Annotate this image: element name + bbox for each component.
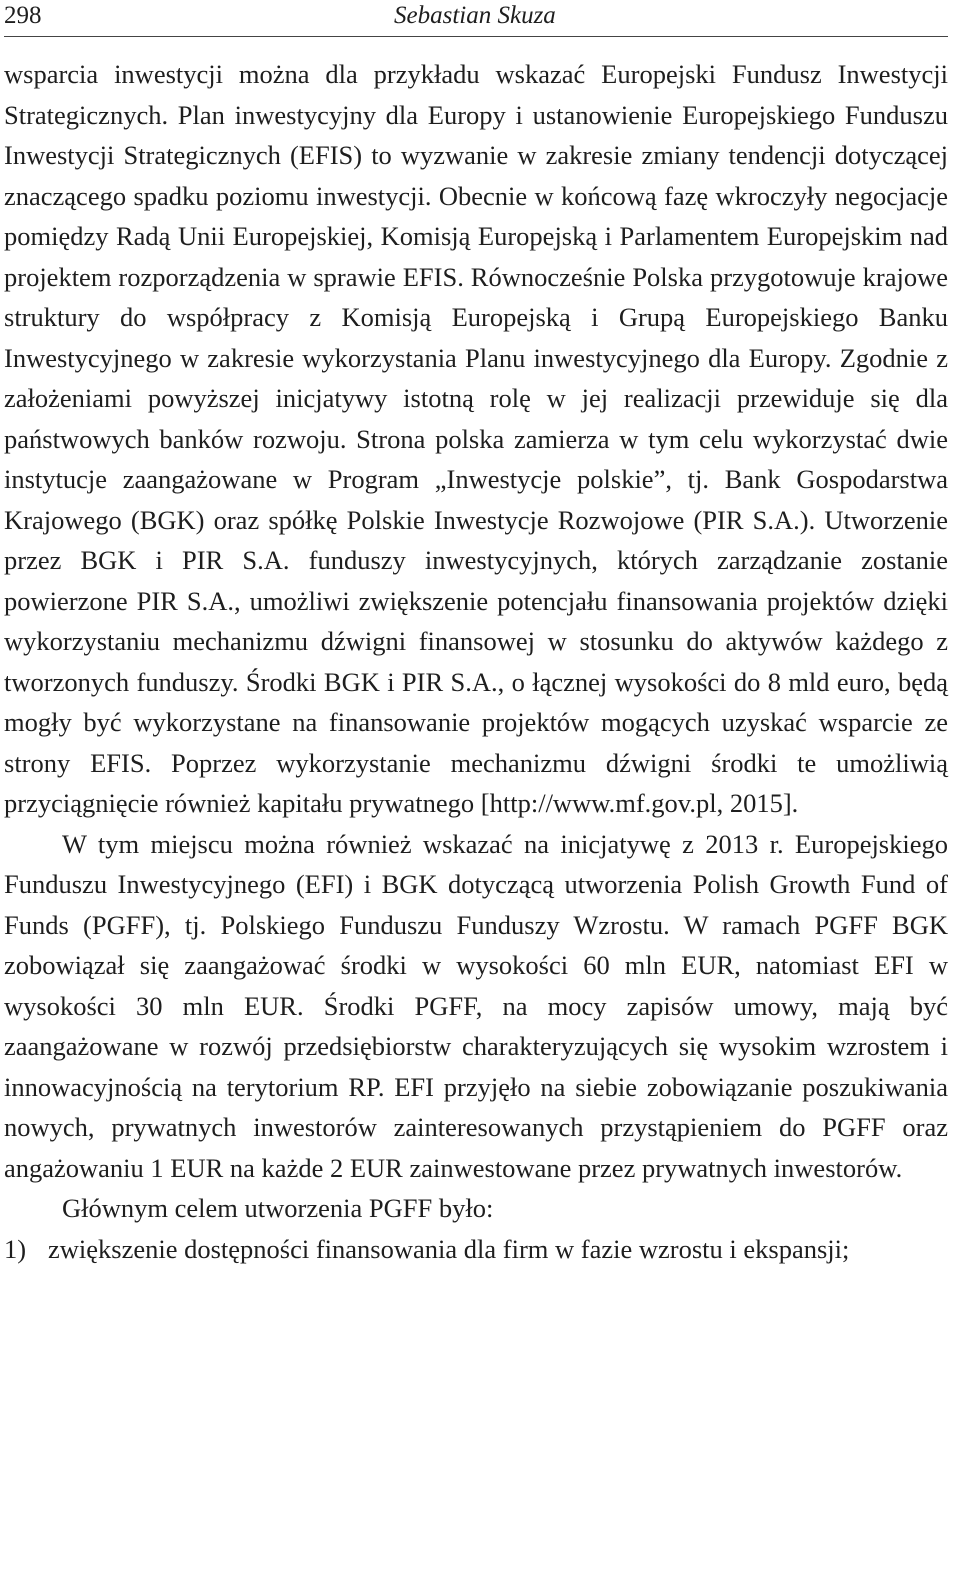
page-number: 298 [4,2,42,29]
numbered-list [4,1229,948,1270]
list-item [4,1229,948,1270]
list-item-marker: 1) [4,1233,27,1264]
list-item-text: zwiększenie dostępności finansowania dla firm w fazie wzrostu i ekspansji; [48,1233,850,1264]
running-head-author: Sebastian Skuza [394,2,556,29]
paragraph-3: Głównym celem utworzenia PGFF było: [62,1193,494,1223]
page-header [4,0,948,37]
paragraph-1: wsparcia inwestycji można dla przykładu wskazać Europejski Fundusz Inwestycji Strategicznych. Plan inwestycyjny dla Europy i ustanowienie Europejskiego Funduszu Inwestycji Strategicznych (EFIS) to wyzwanie w zakresie zmiany tendencji dotyczącej znaczącego spadku poziomu inwestycji. Obecnie w końcową fazę wkroczyły negocjacje pomiędzy Radą Unii Europejskiej, Komisją Europejską i Parlamentem Europejskim nad projektem rozporządzenia w sprawie EFIS. Równocześnie Polska przygotowuje krajowe struktury do współpracy z Komisją Europejską i Grupą Europejskiego Banku Inwestycyjnego w zakresie wykorzystania Planu inwestycyjnego dla Europy. Zgodnie z założeniami powyższej inicjatywy istotną rolę w jej realizacji przewiduje się dla państwowych banków rozwoju. Strona polska zamierza w tym celu wykorzystać dwie instytucje zaangażowane w Program „Inwestycje polskie”, tj. Bank Gospodarstwa Krajowego (BGK) oraz spółkę Polskie Inwestycje Rozwojowe (PIR S.A.). Utworzenie przez BGK i PIR S.A. funduszy inwestycyjnych, których zarządzanie zostanie powierzone PIR S.A., umożliwi zwiększenie potencjału finansowania projektów dzięki wykorzystaniu mechanizmu dźwigni finansowej w stosunku do aktywów każdego z tworzonych funduszy. Środki BGK i PIR S.A., o łącznej wysokości do 8 mld euro, będą mogły być wykorzystane na finansowanie projektów mogących uzyskać wsparcie ze strony EFIS. Poprzez wykorzystanie mechanizmu dźwigni środki te umożliwią przyciągnięcie również kapitału prywatnego [http://www.mf.gov.pl, 2015]. [4,59,948,818]
body-text [4,54,948,1269]
paragraph-2: W tym miejscu można również wskazać na inicjatywę z 2013 r. Europejskiego Funduszu Inwestycyjnego (EFI) i BGK dotyczącą utworzenia Polish Growth Fund of Funds (PGFF), tj. Polskiego Funduszu Funduszy Wzrostu. W ramach PGFF BGK zobowiązał się zaangażować środki w wysokości 60 mln EUR, natomiast EFI w wysokości 30 mln EUR. Środki PGFF, na mocy zapisów umowy, mają być zaangażowane w rozwój przedsiębiorstw charakteryzujących się wysokim wzrostem i innowacyjnością na terytorium RP. EFI przyjęło na siebie zobowiązanie poszukiwania nowych, prywatnych inwestorów zainteresowanych przystąpieniem do PGFF oraz angażowaniu 1 EUR na każde 2 EUR zainwestowane przez prywatnych inwestorów. [4,828,948,1183]
